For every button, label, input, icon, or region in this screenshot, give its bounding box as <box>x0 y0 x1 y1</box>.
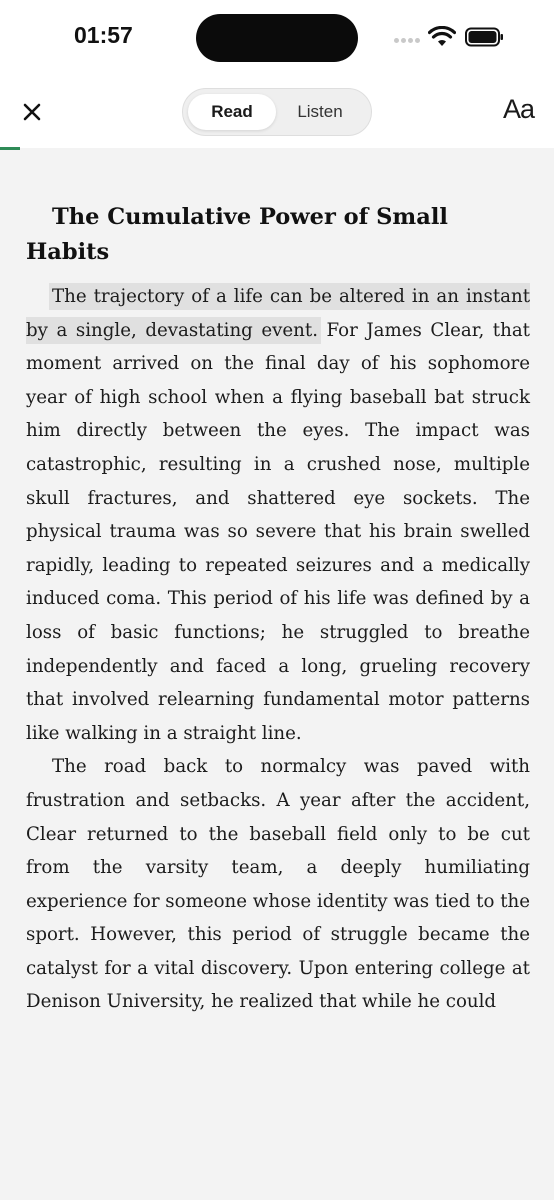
battery-icon <box>465 27 505 47</box>
status-time: 01:57 <box>74 22 133 48</box>
close-icon <box>22 102 42 122</box>
tab-listen[interactable]: Listen <box>297 102 343 121</box>
read-listen-toggle <box>182 88 372 136</box>
dynamic-island <box>196 14 358 62</box>
tab-read[interactable]: Read <box>188 94 276 130</box>
article-paragraph: The road back to normalcy was paved with frustration and setbacks. A year after the accident, Clear returned to the baseball field only to be cut from the varsity team, a deeply humiliating experience for someone whose identity was tied to the sport. However, this period of struggle became the catalyst for a vital discovery. Upon entering college at Denison University, he realized that while he could <box>26 756 531 1013</box>
cellular-signal-icon <box>394 36 422 44</box>
reading-progress-bar <box>0 147 20 150</box>
highlighted-sentence[interactable]: The trajectory of a life can be altered in an instant by a single, devastating event. <box>26 286 530 341</box>
article-paragraph <box>26 280 530 750</box>
reader-content <box>26 200 530 1019</box>
font-settings-button[interactable]: Aa <box>503 94 535 124</box>
close-button[interactable] <box>16 96 48 128</box>
top-bar <box>0 0 554 148</box>
article-title: The Cumulative Power of Small Habits <box>26 204 448 265</box>
paragraph-text: For James Clear, that moment arrived on the final day of his sophomore year of high school when a flying baseball bat struck him directly between the eyes. The impact was catastrophic, resulting in a crushed nose, multiple skull fractures, and shattered eye sockets. The physical trauma was so severe that his brain swelled rapidly, leading to repeated seizures and a medically induced coma. This period of his life was defined by a loss of basic functions; he struggled to breathe independently and faced a long, grueling recovery that involved relearning fundamental motor patterns like walking in a straight line. <box>26 319 530 744</box>
wifi-icon <box>428 26 456 48</box>
